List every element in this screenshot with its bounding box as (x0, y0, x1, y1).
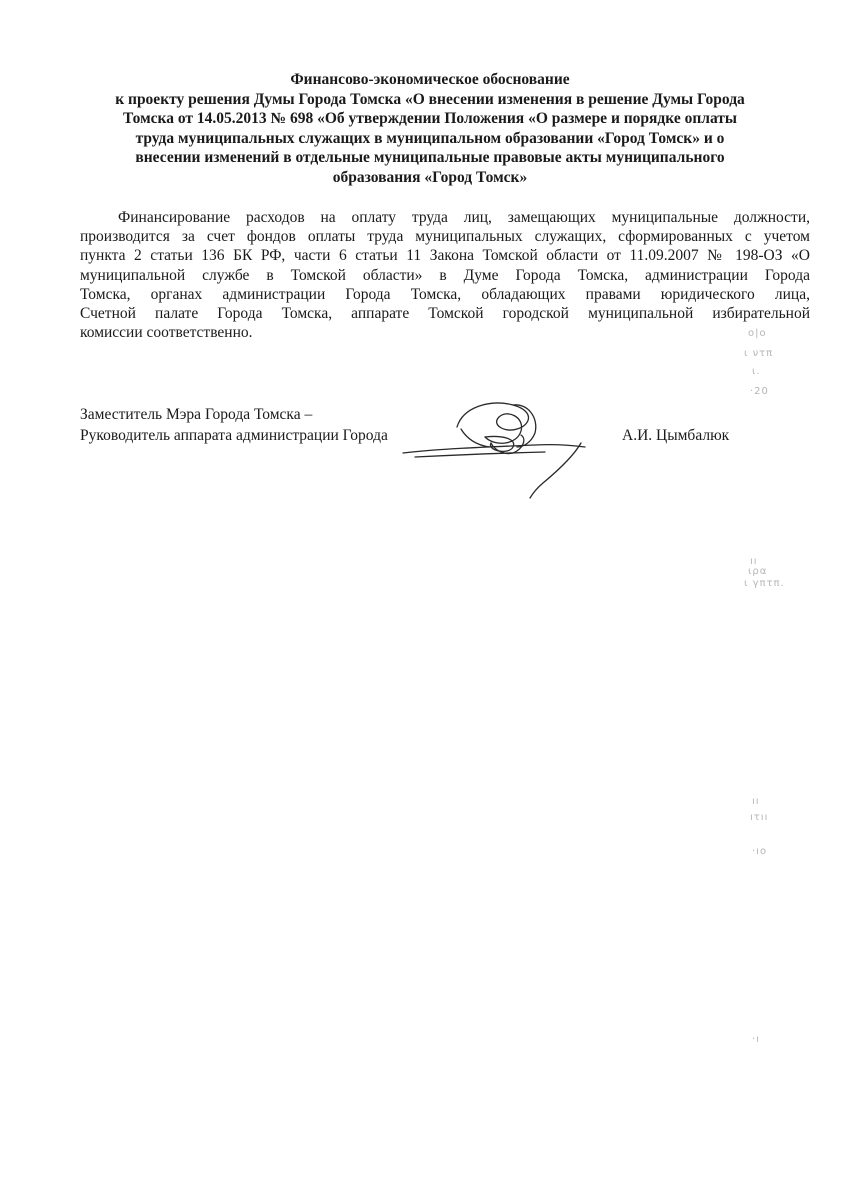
body-line: комиссии соответственно. (80, 324, 253, 342)
scan-artifact: ıı (752, 796, 760, 807)
signatory-position (80, 404, 388, 446)
scan-artifact: ι. (752, 366, 761, 377)
document-title (70, 70, 790, 187)
title-line: труда муниципальных служащих в муниципальном образовании «Город Томск» и о (135, 129, 725, 147)
title-line: образования «Город Томск» (332, 168, 528, 186)
scan-artifact: ·ıο (752, 846, 768, 857)
scan-artifact: o|o (748, 328, 767, 339)
title-line: Финансово-экономическое обоснование (290, 71, 570, 88)
body-line: муниципальной службе в Томской области» в Думе Города Томска, администрации Города (80, 266, 810, 284)
position-line: Руководитель аппарата администрации Города (80, 427, 388, 444)
signatory-name: А.И. Цымбалюк (622, 427, 730, 444)
scan-artifact: ι ντπ (744, 348, 774, 359)
scan-artifact: ι γπτπ. (744, 578, 785, 589)
body-line: Томска, органах администрации Города Томска, обладающих правами юридического лица, (80, 285, 810, 303)
position-line: Заместитель Мэра Города Томска – (80, 406, 313, 423)
scan-artifact: ιρα (748, 566, 768, 577)
scan-artifact: ıτıı (750, 812, 769, 823)
body-line: производится за счет фондов оплаты труда муниципальных служащих, сформированных с учетом (80, 228, 810, 246)
body-line: Финансирование расходов на оплату труда лиц, замещающих муниципальные должности, (118, 209, 810, 226)
title-line: Томска от 14.05.2013 № 698 «Об утверждении Положения «О размере и порядке оплаты (122, 110, 738, 127)
title-line: к проекту решения Думы Города Томска «О внесении изменения в решение Думы Города (115, 90, 745, 108)
body-paragraph (80, 208, 810, 342)
title-line: внесении изменений в отдельные муниципальные правовые акты муниципального (135, 149, 725, 166)
scan-artifact: ·ı (752, 1034, 760, 1045)
body-line: Счетной палате Города Томска, аппарате Томской городской муниципальной избирательной (80, 305, 810, 323)
body-line: пункта 2 статьи 136 БК РФ, части 6 статьи 11 Закона Томской области от 11.09.2007 № 198-ОЗ «О (80, 247, 810, 265)
scan-artifact: ıı (750, 556, 758, 567)
scan-artifact: ·20 (750, 386, 769, 397)
handwritten-signature (395, 395, 595, 500)
